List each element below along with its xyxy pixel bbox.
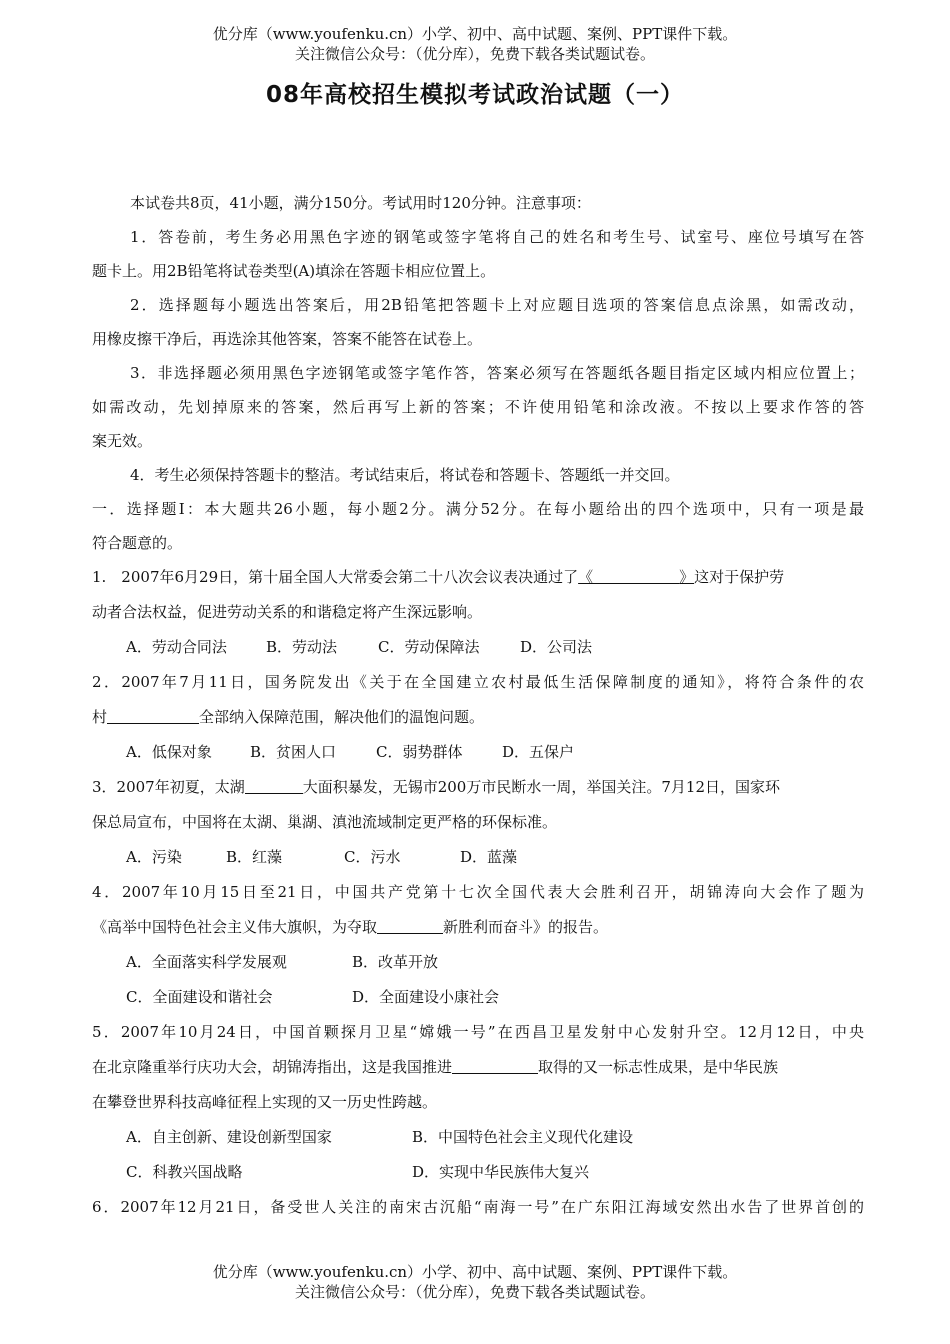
question-2-line-2 <box>92 700 864 735</box>
notice-3-line-1: 3．非选择题必须用黑色字迹钢笔或签字笔作答，答案必须写在答题纸各题目指定区域内相应位置上； <box>130 364 864 382</box>
question-5-answer-blank <box>452 1055 538 1074</box>
question-2-option-a: A．低保对象 <box>126 743 212 761</box>
question-1-options <box>92 630 864 665</box>
question-5-option-d: D．实现中华民族伟大复兴 <box>412 1163 590 1181</box>
question-3-options <box>92 840 864 875</box>
question-1-option-b: B．劳动法 <box>266 638 338 656</box>
header-line-2: 关注微信公众号：（优分库），免费下载各类试题试卷。 <box>294 45 655 63</box>
question-4-line-1: 4．2007年10月15日至21日，中国共产党第十七次全国代表大会胜利召开，胡锦涛向大会作了题为 <box>92 883 864 901</box>
question-2-option-d: D．五保户 <box>502 743 575 761</box>
question-2-text-a: 村 <box>92 708 108 726</box>
question-3-line-2: 保总局宣布，中国将在太湖、巢湖、滇池流域制定更严格的环保标准。 <box>92 813 558 831</box>
notice-3-line-2: 如需改动，先划掉原来的答案，然后再写上新的答案；不许使用铅笔和涂改液。不按以上要求作答的答 <box>92 398 864 416</box>
question-4-option-c: C．全面建设和谐社会 <box>126 988 273 1006</box>
question-4-option-b: B．改革开放 <box>352 953 439 971</box>
question-3-option-d: D．蓝藻 <box>460 848 518 866</box>
question-3-option-b: B．红藻 <box>226 848 283 866</box>
question-6-line-1: 6．2007年12月21日，备受世人关注的南宋古沉船“南海一号”在广东阳江海域安然出水告了世界首创的 <box>92 1198 864 1216</box>
question-5-text-a: 在北京隆重举行庆功大会，胡锦涛指出，这是我国推进 <box>92 1058 453 1076</box>
question-3-text-b: 大面积暴发，无锡市200万市民断水一周，举国关注。7月12日，国家环 <box>302 778 780 796</box>
page-footer <box>0 1262 950 1302</box>
question-1-option-d: D．公司法 <box>520 638 593 656</box>
question-2-line-1: 2．2007年7月11日，国务院发出《关于在全国建立农村最低生活保障制度的通知》，将符合条件的农 <box>92 673 864 691</box>
question-1-option-a: A．劳动合同法 <box>126 638 227 656</box>
question-4-option-d: D．全面建设小康社会 <box>352 988 500 1006</box>
notice-4-line: 4．考生必须保持答题卡的整洁。考试结束后，将试卷和答题卡、答题纸一并交回。 <box>130 466 680 484</box>
page-title: 08年高校招生模拟考试政治试题（一） <box>265 82 684 108</box>
question-4-text-b: 新胜利而奋斗》的报告。 <box>443 918 609 936</box>
question-3-option-a: A．污染 <box>126 848 182 866</box>
question-5-options-row-2 <box>92 1155 864 1190</box>
question-5-option-a: A．自主创新、建设创新型国家 <box>126 1128 332 1146</box>
question-1-text-a: 1. 2007年6月29日，第十届全国人大常委会第二十八次会议表决通过了 <box>92 568 579 586</box>
question-3-answer-blank <box>245 775 303 794</box>
notice-1-line-2: 题卡上。用2B铅笔将试卷类型(A)填涂在答题卡相应位置上。 <box>92 262 496 280</box>
question-2-answer-blank <box>107 705 199 724</box>
question-4-answer-blank <box>377 915 443 934</box>
question-2-option-c: C．弱势群体 <box>376 743 463 761</box>
question-1-book-close: 》 <box>679 568 695 586</box>
question-1-book-open: 《 <box>578 568 594 586</box>
question-5-line-1: 5．2007年10月24日，中国首颗探月卫星“嫦娥一号”在西昌卫星发射中心发射升空。12月12日，中央 <box>92 1023 864 1041</box>
question-3-text-a: 3．2007年初夏，太湖 <box>92 778 245 796</box>
question-5-option-b: B．中国特色社会主义现代化建设 <box>412 1128 634 1146</box>
question-4-options-row-1 <box>92 945 864 980</box>
question-4-line-2 <box>92 910 864 945</box>
section-heading-line-1: 一．选择题Ⅰ：本大题共26小题，每小题2分。满分52分。在每小题给出的四个选项中，只有一项是最 <box>92 500 864 518</box>
question-5-text-b: 取得的又一标志性成果，是中华民族 <box>538 1058 779 1076</box>
notice-2-line-1: 2．选择题每小题选出答案后，用2B铅笔把答题卡上对应题目选项的答案信息点涂黑，如需改动， <box>130 296 864 314</box>
question-5-option-c: C．科教兴国战略 <box>126 1163 243 1181</box>
intro-line: 本试卷共8页，41小题，满分150分。考试用时120分钟。注意事项： <box>130 194 591 212</box>
footer-line-2: 关注微信公众号：（优分库），免费下载各类试题试卷。 <box>294 1283 655 1301</box>
question-5-line-2 <box>92 1050 864 1085</box>
notice-3-line-3: 案无效。 <box>92 432 153 450</box>
question-1-line-1 <box>92 560 864 595</box>
question-3-option-c: C．污水 <box>344 848 401 866</box>
question-1-text-b: 这对于保护劳 <box>694 568 785 586</box>
footer-line-1: 优分库（www.youfenku.cn）小学、初中、高中试题、案例、PPT课件下载。 <box>212 1263 738 1281</box>
question-2-option-b: B．贫困人口 <box>250 743 337 761</box>
exam-content <box>92 186 864 1225</box>
page-header <box>0 24 950 64</box>
question-1-answer-blank <box>593 565 679 584</box>
question-2-text-b: 全部纳入保障范围，解决他们的温饱问题。 <box>199 708 485 726</box>
question-4-option-a: A．全面落实科学发展观 <box>126 953 287 971</box>
question-5-options-row-1 <box>92 1120 864 1155</box>
question-1-option-c: C．劳动保障法 <box>378 638 480 656</box>
header-line-1: 优分库（www.youfenku.cn）小学、初中、高中试题、案例、PPT课件下载。 <box>212 25 738 43</box>
question-1-line-2: 动者合法权益，促进劳动关系的和谐稳定将产生深远影响。 <box>92 603 483 621</box>
notice-2-line-2: 用橡皮擦干净后，再选涂其他答案，答案不能答在试卷上。 <box>92 330 483 348</box>
question-4-text-a: 《高举中国特色社会主义伟大旗帜，为夺取 <box>92 918 378 936</box>
question-2-options <box>92 735 864 770</box>
notice-1-line-1: 1．答卷前，考生务必用黑色字迹的钢笔或签字笔将自己的姓名和考生号、试室号、座位号填写在答 <box>130 228 864 246</box>
question-4-options-row-2 <box>92 980 864 1015</box>
question-5-line-3: 在攀登世界科技高峰征程上实现的又一历史性跨越。 <box>92 1093 438 1111</box>
section-heading-line-2: 符合题意的。 <box>92 534 183 552</box>
question-3-line-1 <box>92 770 864 805</box>
